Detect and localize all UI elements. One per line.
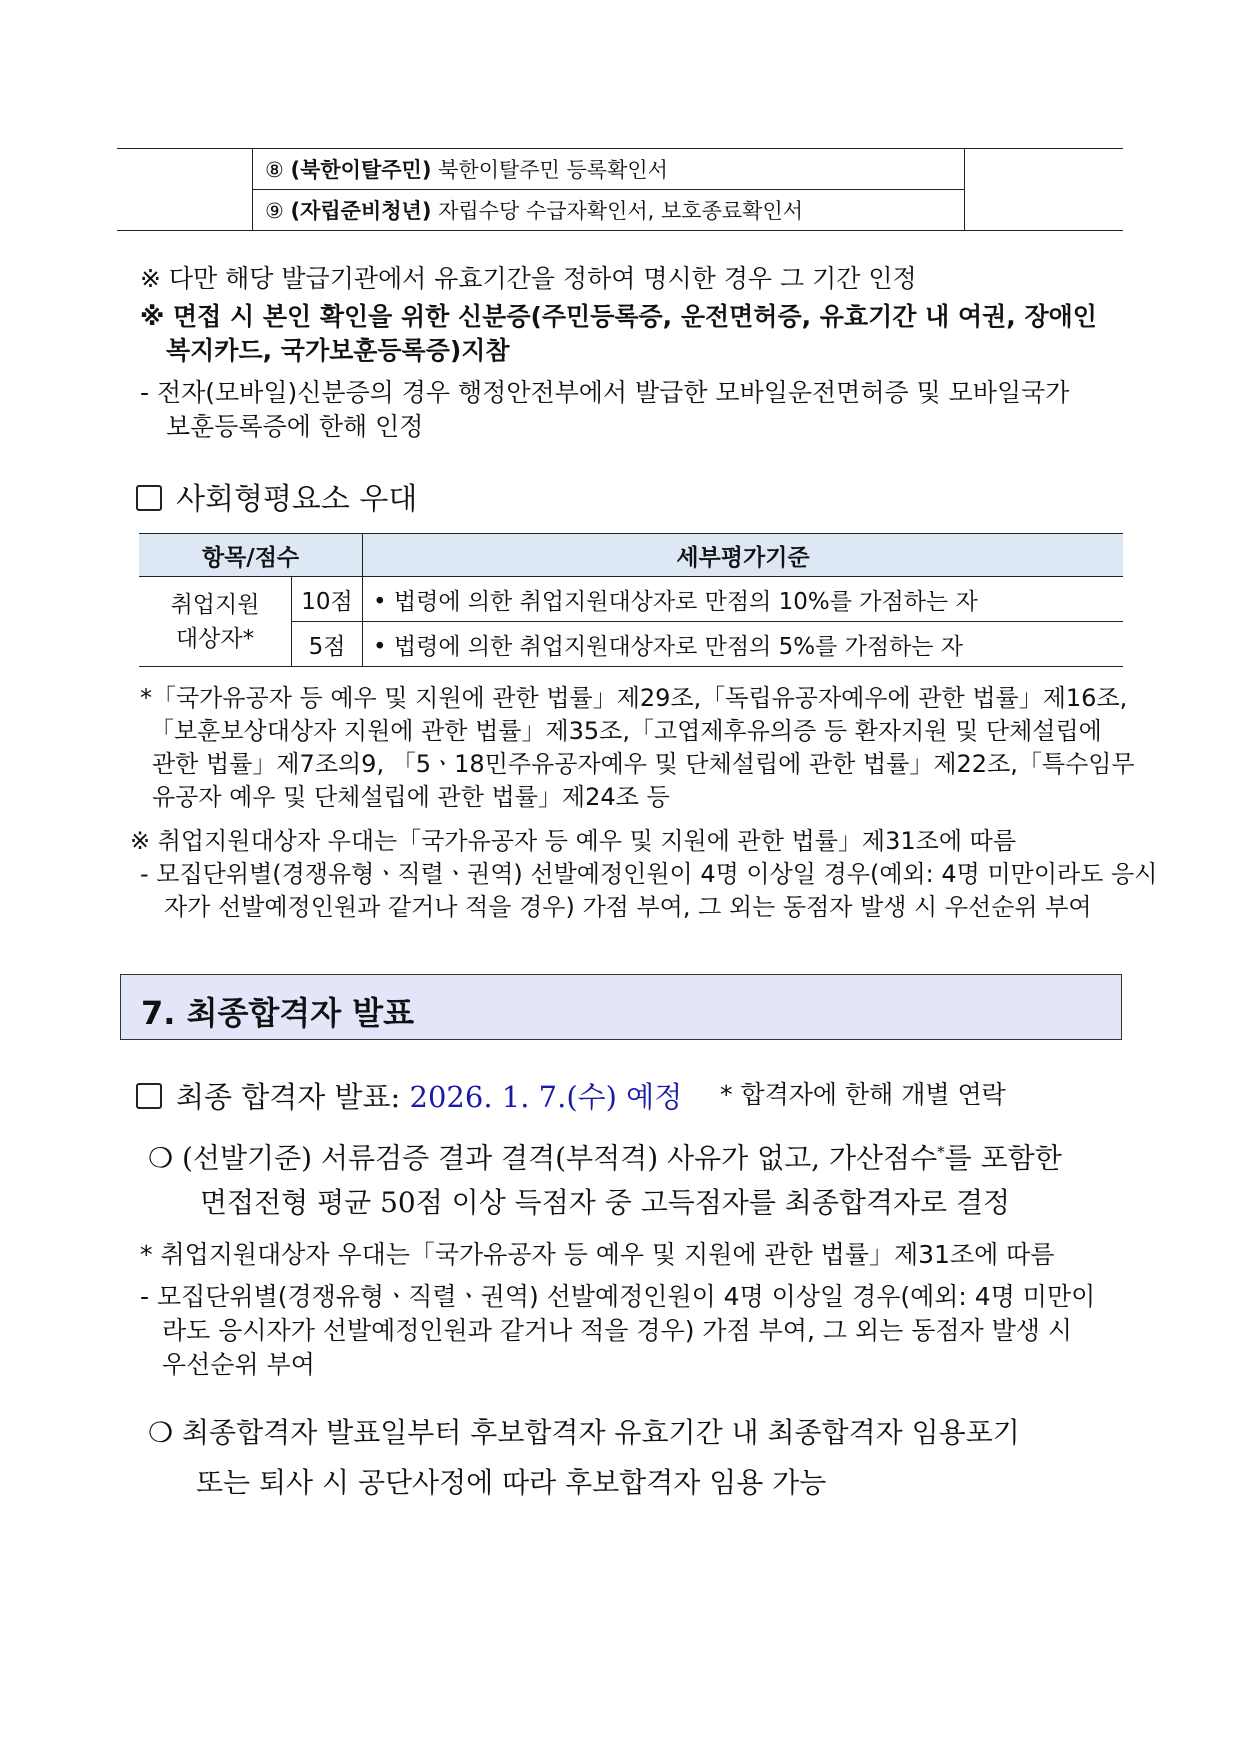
footnote-line: - 모집단위별(경쟁유형ㆍ직렬ㆍ권역) 선발예정인원이 4명 이상일 경우(예외: 4명 미만이라도 응시	[140, 860, 1158, 888]
points-cell: 5점	[292, 622, 363, 667]
note-validity: ※ 다만 해당 발급기관에서 유효기간을 정하여 명시한 경우 그 기간 인정	[140, 264, 917, 293]
item-text: 자립수당 수급자확인서, 보호종료확인서	[438, 199, 804, 223]
footnote-line: 라도 응시자가 선발예정인원과 같거나 적을 경우) 가점 부여, 그 외는 동점자 발생 시	[162, 1316, 1073, 1345]
footnote-line: 자가 선발예정인원과 같거나 적을 경우) 가점 부여, 그 외는 동점자 발생 시 우선순위 부여	[164, 893, 1092, 921]
item-number: ⑨	[265, 199, 284, 223]
footnote-line: - 모집단위별(경쟁유형ㆍ직렬ㆍ권역) 선발예정인원이 4명 이상일 경우(예외: 4명 미만이	[140, 1282, 1096, 1311]
footnote-line: 유공자 예우 및 단체설립에 관한 법률」제24조 등	[152, 783, 670, 811]
criteria-cell: • 법령에 의한 취업지원대상자로 만점의 5%를 가점하는 자	[363, 622, 1124, 667]
checkbox-square-icon	[136, 1083, 162, 1109]
footnote-line: 「보훈보상대상자 지원에 관한 법률」제35조,「고엽제후유의증 등 환자지원 및 단체설립에	[150, 717, 1102, 745]
heading-text: 사회형평요소 우대	[176, 482, 418, 517]
table-row	[117, 149, 1123, 190]
section-banner	[120, 974, 1122, 1040]
note-mobile-line1: - 전자(모바일)신분증의 경우 행정안전부에서 발급한 모바일운전면허증 및 모바일국가	[140, 378, 1070, 407]
category-cell: 취업지원 대상자*	[139, 577, 292, 667]
item-number: ⑧	[265, 158, 284, 182]
footnote-line: * 취업지원대상자 우대는「국가유공자 등 예우 및 지원에 관한 법률」제31조에 따름	[140, 1240, 1055, 1269]
table-row	[117, 190, 1123, 231]
footnote-line: *「국가유공자 등 예우 및 지원에 관한 법률」제29조,「독립유공자예우에 관한 법률」제16조,	[140, 684, 1128, 712]
note-id-line1: ※ 면접 시 본인 확인을 위한 신분증(주민등록증, 운전면허증, 유효기간 내 여권, 장애인	[140, 302, 1097, 331]
footnote-line: 우선순위 부여	[162, 1350, 315, 1379]
asterisk-mark: *	[937, 1143, 945, 1161]
item-text: 북한이탈주민 등록확인서	[438, 158, 668, 182]
announcement-date: 2026. 1. 7.(수) 예정	[409, 1080, 683, 1114]
documents-table	[117, 148, 1123, 231]
footnote-line: ※ 취업지원대상자 우대는「국가유공자 등 예우 및 지원에 관한 법률」제31조에 따름	[130, 827, 1017, 855]
points-cell: 10점	[292, 577, 363, 622]
header-cell: 항목/점수	[139, 534, 363, 577]
section-title: 7. 최종합격자 발표	[141, 994, 415, 1032]
criteria-line1: ❍ (선발기준) 서류검증 결과 결격(부적격) 사유가 없고, 가산점수*를 포함한	[148, 1141, 1062, 1175]
table-header-row	[139, 534, 1123, 577]
table-row	[139, 577, 1123, 622]
checkbox-square-icon	[136, 485, 162, 511]
note-id-line2: 복지카드, 국가보훈등록증)지참	[166, 336, 510, 365]
criteria-cell: • 법령에 의한 취업지원대상자로 만점의 10%를 가점하는 자	[363, 577, 1124, 622]
announcement-note: * 합격자에 한해 개별 연락	[720, 1080, 1006, 1109]
note-mobile-line2: 보훈등록증에 한해 인정	[166, 412, 424, 441]
score-table	[139, 533, 1123, 667]
criteria-line2: 면접전형 평균 50점 이상 득점자 중 고득점자를 최종합격자로 결정	[200, 1186, 1011, 1219]
item-tag: (자립준비청년)	[290, 199, 432, 223]
header-cell: 세부평가기준	[363, 534, 1124, 577]
item-tag: (북한이탈주민)	[290, 158, 432, 182]
section-heading	[136, 474, 417, 518]
announcement	[136, 1075, 682, 1116]
reserve-line1: ❍ 최종합격자 발표일부터 후보합격자 유효기간 내 최종합격자 임용포기	[148, 1416, 1020, 1449]
footnote-line: 관한 법률」제7조의9, 「5ㆍ18민주유공자예우 및 단체설립에 관한 법률」제22조,「특수임무	[152, 750, 1135, 778]
reserve-line2: 또는 퇴사 시 공단사정에 따라 후보합격자 임용 가능	[196, 1466, 827, 1499]
announcement-label: 최종 합격자 발표:	[176, 1080, 401, 1114]
